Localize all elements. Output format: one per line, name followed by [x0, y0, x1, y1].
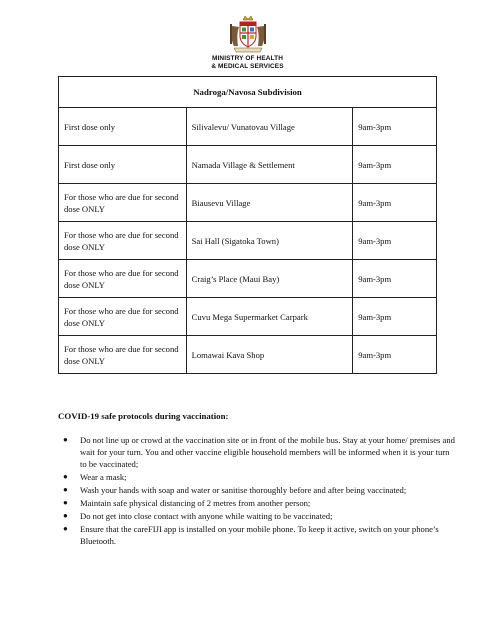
vaccination-schedule-table — [58, 76, 437, 374]
table-row — [59, 108, 437, 146]
table-row — [59, 336, 437, 374]
list-item-text: Do not get into close contact with anyone while waiting to be vaccinated; — [80, 511, 333, 521]
bullet-icon: ● — [63, 498, 68, 507]
list-item-text: Maintain safe physical distancing of 2 metres from another person; — [80, 498, 311, 508]
eligibility-cell: First dose only — [59, 108, 187, 146]
list-item-text: Ensure that the careFIJI app is installed on your mobile phone. To keep it active, switch on your phone’s Bluetooth. — [80, 524, 439, 546]
list-item-text: Wash your hands with soap and water or sanitise thoroughly before and after being vaccinated; — [80, 485, 407, 495]
table-row — [59, 298, 437, 336]
ministry-line-2: & MEDICAL SERVICES — [211, 62, 284, 70]
table-row — [59, 146, 437, 184]
table-row — [59, 184, 437, 222]
bullet-icon: ● — [63, 511, 68, 520]
list-item — [58, 523, 458, 547]
location-cell: Sai Hall (Sigatoka Town) — [186, 222, 353, 260]
list-item — [58, 497, 458, 509]
time-cell: 9am-3pm — [353, 336, 437, 374]
bullet-icon: ● — [63, 524, 68, 533]
time-cell: 9am-3pm — [353, 260, 437, 298]
eligibility-cell: For those who are due for second dose ONLY — [59, 184, 187, 222]
safety-protocols — [58, 410, 458, 548]
table-title-row — [59, 77, 437, 108]
location-cell: Lomawai Kava Shop — [186, 336, 353, 374]
protocols-list — [58, 434, 458, 547]
table-row — [59, 260, 437, 298]
list-item — [58, 510, 458, 522]
ministry-name — [0, 55, 495, 70]
subdivision-title: Nadroga/Navosa Subdivision — [59, 77, 437, 108]
list-item — [58, 471, 458, 483]
eligibility-cell: For those who are due for second dose ONLY — [59, 222, 187, 260]
time-cell: 9am-3pm — [353, 146, 437, 184]
time-cell: 9am-3pm — [353, 298, 437, 336]
list-item — [58, 484, 458, 496]
letterhead — [0, 14, 495, 70]
bullet-icon: ● — [63, 435, 68, 444]
eligibility-cell: First dose only — [59, 146, 187, 184]
time-cell: 9am-3pm — [353, 184, 437, 222]
ministry-line-1: MINISTRY OF HEALTH — [211, 55, 283, 62]
list-item-text: Do not line up or crowd at the vaccination site or in front of the mobile bus. Stay at your home/ premises and wait for your turn. You and other vaccine eligible household members will be informed when it is your turn to be vaccinated; — [80, 435, 455, 469]
location-cell: Namada Village & Settlement — [186, 146, 353, 184]
bullet-icon: ● — [63, 485, 68, 494]
eligibility-cell: For those who are due for second dose ONLY — [59, 298, 187, 336]
protocols-heading: COVID-19 safe protocols during vaccination: — [58, 411, 229, 421]
bullet-icon: ● — [63, 472, 68, 481]
location-cell: Craig’s Place (Maui Bay) — [186, 260, 353, 298]
eligibility-cell: For those who are due for second dose ONLY — [59, 336, 187, 374]
fiji-coat-of-arms-icon — [226, 14, 270, 54]
location-cell: Biausevu Village — [186, 184, 353, 222]
table-row — [59, 222, 437, 260]
list-item-text: Wear a mask; — [80, 472, 127, 482]
location-cell: Cuvu Mega Supermarket Carpark — [186, 298, 353, 336]
location-cell: Silivalevu/ Vunatovau Village — [186, 108, 353, 146]
list-item — [58, 434, 458, 470]
time-cell: 9am-3pm — [353, 108, 437, 146]
eligibility-cell: For those who are due for second dose ONLY — [59, 260, 187, 298]
time-cell: 9am-3pm — [353, 222, 437, 260]
